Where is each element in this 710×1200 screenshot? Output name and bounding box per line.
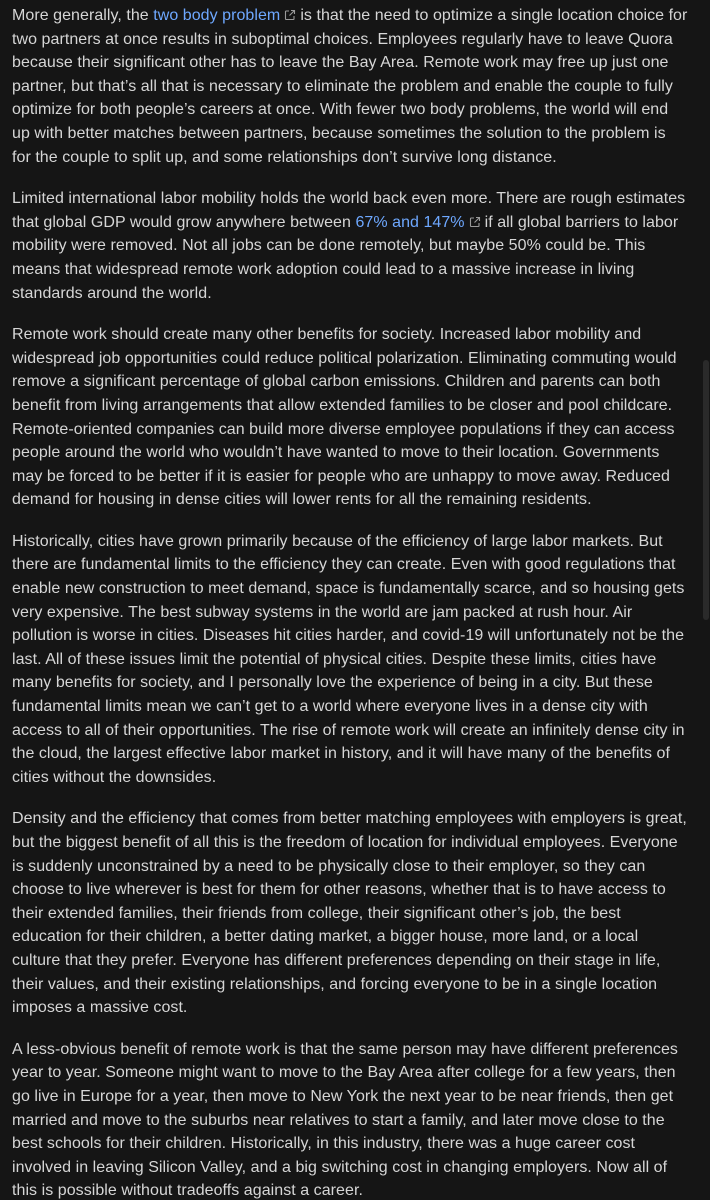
external-link-icon[interactable] xyxy=(469,216,481,228)
paragraph-text: if all global barriers to labor mobility were removed. Not all jobs can be done remotely, but maybe 50% could be. This means that widespread remote work adoption could lead to a massive increase in living standards around the world. xyxy=(12,213,679,302)
two-body-problem-link[interactable]: two body problem xyxy=(153,7,281,24)
gdp-estimate-link[interactable]: 67% and 147% xyxy=(355,213,465,231)
external-link-icon[interactable] xyxy=(284,9,296,21)
paragraph-changing-preferences: A less-obvious benefit of remote work is that the same person may have different preferences year to year. Someone might want to move to the Bay Area after college for a few years, then go live in Europe for a year, then move to New York the next year to be near friends, then get married and move to the suburbs near relatives to start a family, and later move close to the best schools for their children. Historically, in this industry, there was a huge career cost involved in leaving Silicon Valley, and a big switching cost in changing employers. Now all of this is possible without tradeoffs against a career. xyxy=(12,1040,678,1200)
paragraph-two-body-problem xyxy=(12,4,688,169)
paragraph-labor-mobility xyxy=(12,187,688,305)
scrollbar-thumb[interactable] xyxy=(703,360,709,620)
scrollbar-track[interactable] xyxy=(702,0,710,1200)
paragraph-text: Limited international labor mobility holds the world back even more. There are rough estimates that global GDP would grow anywhere between xyxy=(12,190,686,231)
paragraph-society-benefits: Remote work should create many other benefits for society. Increased labor mobility and widespread job opportunities could reduce political polarization. Eliminating commuting would remove a significant percentage of global carbon emissions. Children and parents can both benefit from living arrangements that allow extended families to be closer and pool childcare. Remote-oriented companies can build more diverse employee populations if they can access people around the world who wouldn’t have wanted to move to their location. Governments may be forced to be better if it is easier for people who are unhappy to move away. Reduced demand for housing in dense cities will lower rents for all the remaining residents. xyxy=(12,326,677,509)
paragraph-cities: Historically, cities have grown primarily because of the efficiency of large labor markets. But there are fundamental limits to the efficiency they can create. Even with good regulations that enable new construction to meet demand, space is fundamentally scarce, and so housing gets very expensive. The best subway systems in the world are jam packed at rush hour. Air pollution is worse in cities. Diseases hit cities harder, and covid-19 will unfortunately not be the last. All of these issues limit the potential of physical cities. Despite these limits, cities have many benefits for society, and I personally love the experience of being in a city. But these fundamental limits mean we can’t get to a world where everyone lives in a dense city with access to all of their opportunities. The rise of remote work will create an infinitely dense city in the cloud, the largest effective labor market in history, and it will have many of the benefits of cities without the downsides. xyxy=(12,532,685,786)
paragraph-text: More generally, the xyxy=(12,7,154,24)
paragraph-freedom-of-location: Density and the efficiency that comes from better matching employees with employers is great, but the biggest benefit of all this is the freedom of location for individual employees. Everyone is suddenly unconstrained by a need to be physically close to their employer, so they can choose to live wherever is best for them for other reasons, whether that is to have access to their extended families, their friends from college, their significant other’s job, the best education for their children, a better dating market, a bigger house, more land, or a local culture that they prefer. Everyone has different preferences depending on their stage in life, their values, and their existing relationships, and forcing everyone to be in a single location imposes a massive cost. xyxy=(12,810,687,1017)
paragraph-text: is that the need to optimize a single location choice for two partners at once results in suboptimal choices. Employees regularly have to leave Quora because their significant other has to leave the Bay Area. Remote work may free up just one partner, but that’s all that is necessary to eliminate the problem and enable the couple to fully optimize for both people’s careers at once. With fewer two body problems, the world will end up with better matches between partners, because sometimes the solution to the problem is for the couple to split up, and some relationships don’t survive long distance. xyxy=(12,7,688,166)
